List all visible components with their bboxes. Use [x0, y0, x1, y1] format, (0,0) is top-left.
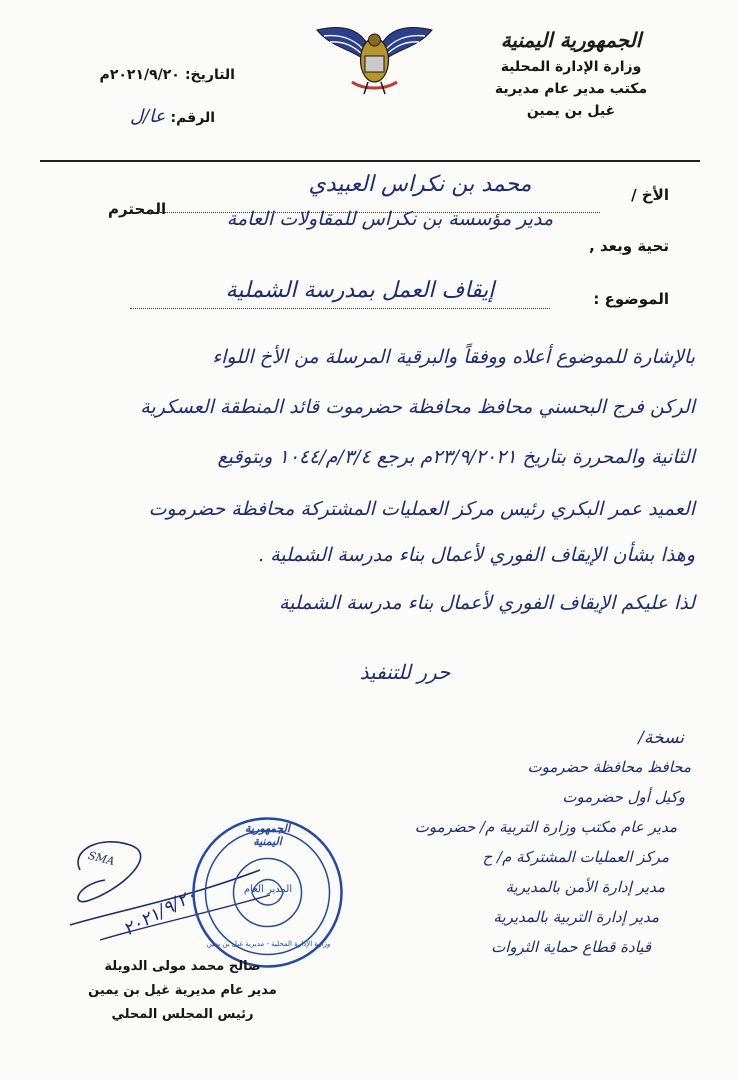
- copy-item: مدير عام مكتب وزارة التربية م/ حضرموت: [414, 818, 677, 836]
- body-line: الركن فرج البحسني محافظ محافظة حضرموت قائد المنطقة العسكرية: [140, 396, 695, 418]
- closing-text: حرر للتنفيذ: [359, 660, 451, 684]
- copy-item: مركز العمليات المشتركة م/ ح: [482, 848, 669, 866]
- header-divider: [40, 160, 700, 162]
- body-line: الثانية والمحررة بتاريخ ٢٣/٩/٢٠٢١م برجع ٣/٤/م/١٠٤٤ وبتوقيع: [217, 446, 695, 468]
- subject-label: الموضوع :: [593, 290, 669, 308]
- eagle-emblem-icon: [312, 20, 437, 98]
- copies-list: [369, 752, 699, 962]
- copy-item: مدير إدارة التربية بالمديرية: [493, 908, 659, 926]
- ref-line: [90, 106, 215, 127]
- greeting: تحية وبعد ,: [589, 237, 669, 255]
- date-label: التاريخ:: [184, 67, 235, 83]
- copies-heading: نسخة/: [638, 728, 684, 748]
- republic-calligraphy: الجمهورية اليمنية: [500, 28, 642, 52]
- recipient-title: مدير مؤسسة بن نكراس للمقاولات العامة: [226, 208, 554, 230]
- copy-item: قيادة قطاع حماية الثروات: [491, 938, 651, 956]
- stamp-top-text: الجمهورية اليمنية: [245, 822, 290, 848]
- body-line: العميد عمر البكري رئيس مركز العمليات المشتركة محافظة حضرموت: [148, 498, 695, 520]
- body-line: بالإشارة للموضوع أعلاه ووفقاً والبرقية المرسلة من الأخ اللواء: [212, 346, 695, 368]
- body-line: لذا عليكم الإيقاف الفوري لأعمال بناء مدرسة الشملية: [279, 592, 695, 614]
- copy-item: وكيل أول حضرموت: [562, 788, 685, 806]
- office-name: مكتب مدير عام مديرية: [494, 81, 648, 97]
- signatory-block: [50, 955, 315, 1027]
- date-line: [50, 64, 235, 83]
- date-value: ٢٠٢١/٩/٢٠م: [99, 67, 180, 83]
- ref-value: عا/ل: [130, 106, 166, 127]
- subject-dotted-line: [130, 308, 550, 309]
- signature-date: ٢٠٢١/٩/٢٠: [119, 884, 201, 941]
- respected-label: المحترم: [108, 200, 167, 218]
- subject-text: إيقاف العمل بمدرسة الشملية: [225, 278, 495, 303]
- ministry-name: وزارة الإدارة المحلية: [500, 59, 642, 75]
- recipient-name: محمد بن نكراس العبيدي: [308, 172, 532, 197]
- signatory-position: مدير عام مديرية غيل بن يمين: [88, 983, 277, 998]
- stamp-center-text: المدير العام: [243, 884, 293, 895]
- body-line: وهذا بشأن الإيقاف الفوري لأعمال بناء مدرسة الشملية .: [258, 544, 695, 566]
- signatory-name: صالح محمد مولى الدويلة: [104, 959, 261, 974]
- ref-label: الرقم:: [170, 110, 215, 126]
- header-block: [471, 28, 671, 122]
- to-label: الأخ /: [631, 186, 669, 204]
- stamp-ring-text: وزارة الإدارة المحلية - مديرية غيل بن يمين: [206, 940, 331, 948]
- copy-item: محافظ محافظة حضرموت: [527, 758, 691, 776]
- signature-mark: SMA: [86, 848, 116, 869]
- signatory-council: رئيس المجلس المحلي: [111, 1007, 254, 1022]
- copy-item: مدير إدارة الأمن بالمديرية: [505, 878, 665, 896]
- district-name: غيل بن يمين: [526, 103, 616, 119]
